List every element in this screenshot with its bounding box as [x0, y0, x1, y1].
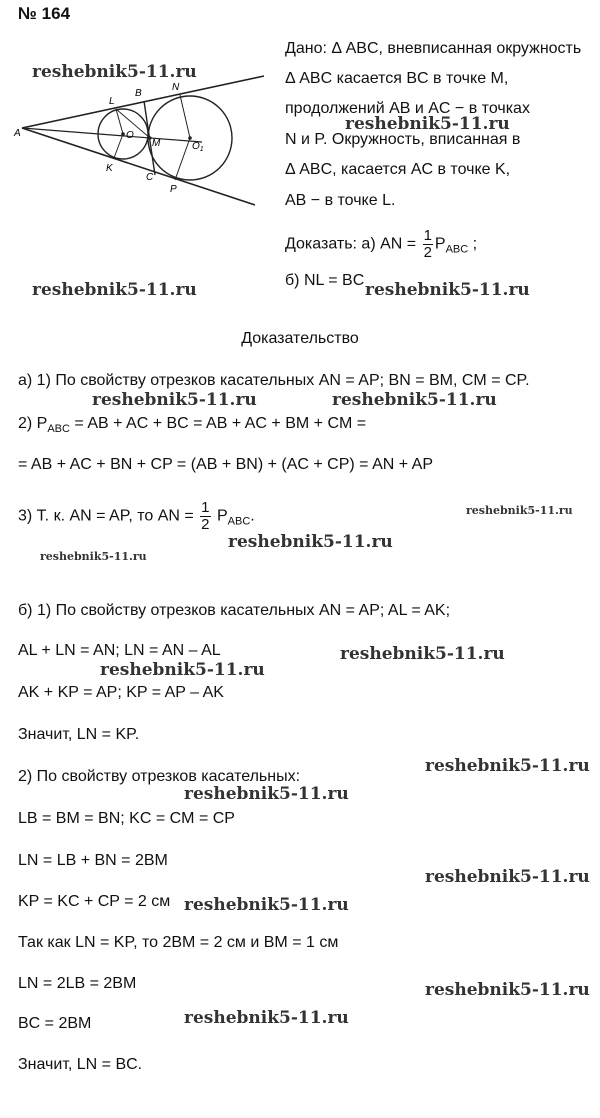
radius-k: [114, 134, 123, 158]
watermark: reshebnik5-11.ru: [32, 62, 197, 82]
watermark: reshebnik5-11.ru: [184, 895, 349, 915]
watermark: reshebnik5-11.ru: [425, 867, 590, 887]
watermark: reshebnik5-11.ru: [184, 1008, 349, 1028]
watermark: reshebnik5-11.ru: [425, 980, 590, 1000]
prove-b: б) NL = BC: [285, 272, 365, 289]
proof-b9: Так как LN = KP, то 2BM = 2 см и BM = 1 см: [18, 934, 339, 951]
label-p: P: [170, 184, 177, 195]
label-o: O: [126, 130, 134, 141]
proof-b3: AK + KP = AP; KP = AP – AK: [18, 684, 224, 701]
given-line-4: N и P. Окружность, вписанная в: [285, 131, 521, 148]
bisector: [22, 128, 202, 142]
label-k: K: [106, 163, 113, 174]
proof-b5: 2) По свойству отрезков касательных:: [18, 768, 301, 785]
watermark: reshebnik5-11.ru: [100, 660, 265, 680]
geometry-figure: [12, 58, 274, 258]
proof-a2b: = AB + AC + BN + CP = (AB + BN) + (AC + CP) = AN + AP: [18, 456, 434, 473]
given-line-2: Δ ABC касается BC в точке M,: [285, 70, 509, 87]
given-line-6: AB − в точке L.: [285, 192, 396, 209]
label-a: A: [14, 128, 21, 139]
watermark: reshebnik5-11.ru: [184, 784, 349, 804]
proof-heading: Доказательство: [241, 330, 359, 347]
label-c: C: [146, 172, 154, 183]
problem-number: № 164: [18, 4, 71, 23]
fraction-half-2: $\frac{1}{2}$: [201, 499, 210, 533]
label-l: L: [109, 96, 115, 107]
watermark: reshebnik5-11.ru: [40, 550, 147, 563]
proof-b1: б) 1) По свойству отрезков касательных AN = AP; AL = AK;: [18, 602, 451, 619]
proof-b12: Значит, LN = BC.: [18, 1056, 143, 1073]
proof-b2: AL + LN = AN; LN = AN – AL: [18, 642, 221, 659]
watermark: reshebnik5-11.ru: [340, 644, 505, 664]
label-n: N: [172, 82, 180, 93]
label-m: M: [152, 138, 161, 149]
proof-a2: 2) $P_{ABC}$ = AB + AC + BC = AB + AC + BM + CM =: [18, 415, 367, 436]
given-line-5: Δ ABC, касается AC в точке K,: [285, 161, 511, 178]
given-line-3: продолжений AB и AC − в точках: [285, 100, 530, 117]
label-o1: $O_1$: [192, 141, 204, 153]
proof-b6: LB = BM = BN; KC = CM = CP: [18, 810, 235, 827]
proof-a3: 3) Т. к. AN = AP, то AN = $\frac{1}{2}$ $P_{ABC}$.: [18, 499, 255, 533]
prove-a: Доказать: а) AN = $\frac{1}{2}$ $P_{ABC}$ ;: [285, 227, 478, 261]
radius-l: [116, 109, 123, 134]
watermark: reshebnik5-11.ru: [345, 114, 510, 134]
proof-b11: BC = 2BM: [18, 1015, 92, 1032]
radius-p: [175, 138, 190, 180]
watermark: reshebnik5-11.ru: [332, 390, 497, 410]
proof-b7: LN = LB + BN = 2BM: [18, 852, 168, 869]
watermark: reshebnik5-11.ru: [92, 390, 257, 410]
given-line-1: Дано: Δ ABC, вневписанная окружность: [285, 40, 582, 57]
proof-b4: Значит, LN = KP.: [18, 726, 140, 743]
watermark: reshebnik5-11.ru: [466, 504, 573, 517]
proof-a1: а) 1) По свойству отрезков касательных AN = AP; BN = BM, CM = CP.: [18, 372, 530, 389]
proof-b10: LN = 2LB = 2BM: [18, 975, 137, 992]
watermark: reshebnik5-11.ru: [32, 280, 197, 300]
fraction-half: $\frac{1}{2}$: [423, 227, 432, 261]
proof-b8: KP = KC + CP = 2 см: [18, 893, 171, 910]
radius-n: [180, 95, 190, 138]
watermark: reshebnik5-11.ru: [425, 756, 590, 776]
watermark: reshebnik5-11.ru: [228, 532, 393, 552]
label-b: B: [135, 88, 142, 99]
watermark: reshebnik5-11.ru: [365, 280, 530, 300]
